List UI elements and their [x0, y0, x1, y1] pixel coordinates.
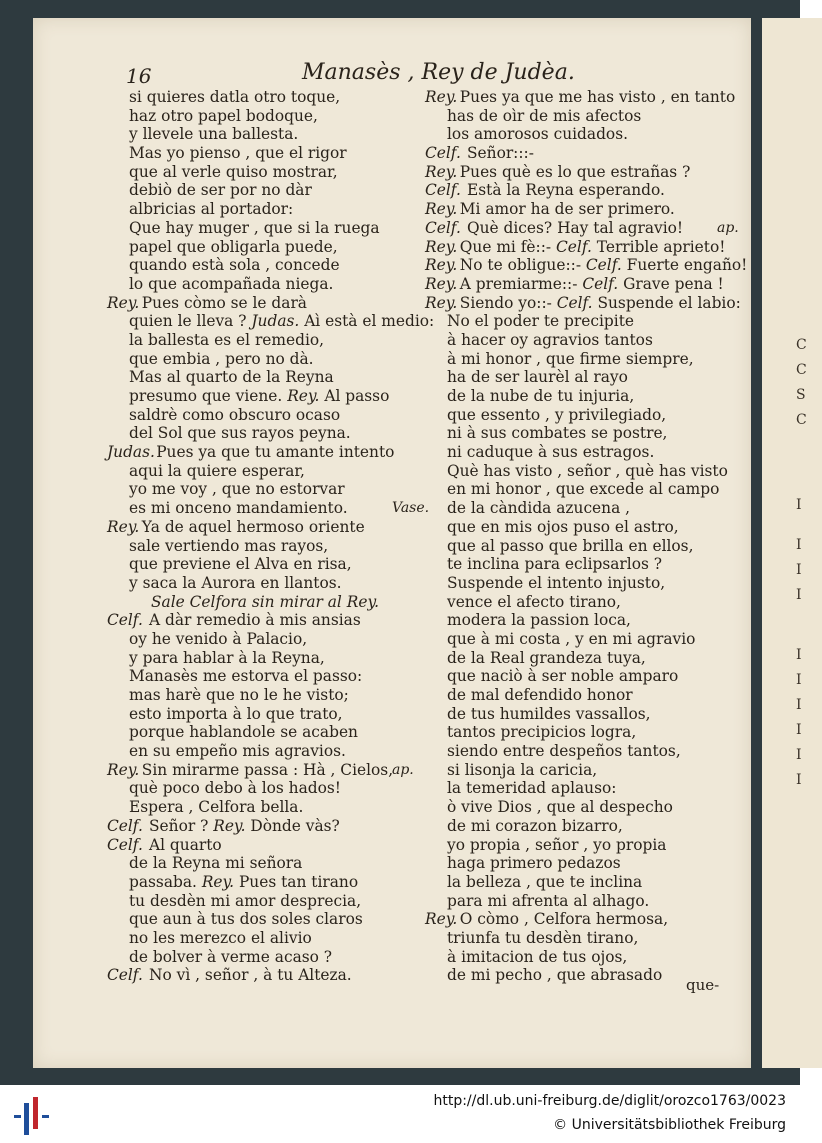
verse-text: mas harè que no le he visto; — [129, 686, 349, 704]
running-title: Manasès , Rey de Judèa. — [302, 60, 575, 85]
verse-line — [107, 200, 427, 219]
verse-text: saldrè como obscuro ocaso — [129, 405, 341, 424]
verse-line — [107, 107, 427, 126]
verse-line — [425, 144, 745, 163]
verse-text: passaba. Rey. Pues tan tirano — [129, 872, 359, 891]
speaker-label: Rey. — [425, 293, 458, 312]
verse-line — [425, 854, 745, 873]
verse-line — [425, 873, 745, 892]
verse-line — [107, 723, 427, 742]
speaker-label: Celf. — [425, 181, 461, 200]
speaker-label: Rey. — [107, 760, 140, 779]
speaker-label: Rey. — [425, 162, 458, 181]
speaker-label: Rey. — [425, 274, 458, 293]
verse-line — [425, 667, 745, 686]
verse-line — [425, 649, 745, 668]
aside-direction: ap. — [717, 219, 739, 236]
verse-text: Que mi fè::- Celf. Terrible aprieto! — [459, 237, 726, 256]
verse-line — [107, 518, 427, 537]
verse-text: No el poder te precipite — [447, 312, 634, 331]
verse-text: es mi onceno mandamiento. — [129, 499, 348, 518]
verse-text: del Sol que sus rayos peyna. — [129, 424, 351, 443]
verse-text: que al verle quiso mostrar, — [129, 162, 338, 181]
verse-text: debiò de ser por no dàr — [129, 181, 312, 200]
next-page-edge — [762, 18, 822, 1068]
verse-line — [107, 462, 427, 481]
next-page-letter: I — [796, 722, 802, 738]
next-page-letter: I — [796, 672, 802, 688]
verse-text: què poco debo à los hados! — [129, 779, 341, 798]
inline-speaker-label: Rey. — [201, 872, 239, 891]
verse-line — [107, 705, 427, 724]
verse-text: que previene el Alva en risa, — [129, 555, 352, 574]
verse-text: si quieres datla otro toque, — [129, 88, 341, 106]
verse-text: à mi honor , que firme siempre, — [447, 349, 694, 368]
verse-text: A premiarme::- Celf. Grave pena ! — [459, 274, 724, 293]
verse-line — [107, 312, 435, 331]
verse-line — [107, 761, 427, 780]
verse-line — [107, 443, 427, 462]
verse-text: la ballesta es el remedio, — [129, 330, 325, 349]
verse-text: Què dices? Hay tal agravio! — [467, 218, 684, 237]
verse-text: no les merezco el alivio — [129, 928, 312, 947]
verse-text: ha de ser laurèl al rayo — [447, 368, 628, 387]
verse-line — [425, 275, 745, 294]
verse-line — [425, 630, 745, 649]
page-number: 16 — [126, 64, 152, 88]
verse-text: Està la Reyna esperando. — [467, 181, 665, 200]
verse-text: Manasès me estorva el passo: — [129, 667, 363, 686]
verse-line — [425, 200, 745, 219]
verse-text: de la Real grandeza tuya, — [447, 648, 646, 667]
verse-text: has de oìr de mis afectos — [447, 106, 642, 125]
verse-line — [107, 873, 427, 892]
verse-text: en mi honor , que excede al campo — [447, 480, 720, 499]
verse-text: papel que obligarla puede, — [129, 237, 338, 256]
next-page-letter: I — [796, 697, 802, 713]
verse-text: Pues què es lo que estrañas ? — [459, 162, 691, 181]
verse-line — [425, 593, 745, 612]
verse-line — [425, 125, 745, 144]
verse-line — [425, 238, 745, 257]
verse-text: que embia , pero no dà. — [129, 349, 314, 368]
speaker-label: Celf. — [107, 611, 143, 630]
verse-line — [425, 443, 745, 462]
verse-line — [107, 836, 427, 855]
verse-text: ni caduque à sus estragos. — [447, 443, 655, 462]
verse-text: Siendo yo::- Celf. Suspende el labio: — [459, 293, 741, 312]
verse-line — [107, 649, 427, 668]
verse-line — [425, 948, 745, 967]
verse-text: siendo entre despeños tantos, — [447, 742, 681, 761]
verse-text: ni à sus combates se postre, — [447, 424, 668, 443]
verse-line — [107, 574, 427, 593]
verse-line — [425, 88, 745, 107]
verse-line — [107, 368, 427, 387]
verse-line — [425, 518, 745, 537]
verse-text: Sin mirarme passa : Hà , Cielos, — [141, 760, 394, 779]
verse-line — [107, 892, 427, 911]
speaker-label: Rey. — [107, 517, 140, 536]
verse-text: porque hablandole se acaben — [129, 723, 358, 742]
verse-line — [107, 88, 427, 107]
verse-line — [107, 779, 427, 798]
speaker-label: Judas. — [107, 443, 155, 462]
footer-url[interactable]: http://dl.ub.uni-freiburg.de/diglit/orozco1763/0023 — [433, 1093, 786, 1109]
verse-line — [107, 910, 427, 929]
verse-text: modera la passion loca, — [447, 611, 631, 630]
aside-direction: Vase. — [392, 500, 430, 517]
verse-text: que en mis ojos puso el astro, — [447, 517, 679, 536]
next-page-letter: I — [796, 537, 802, 553]
speaker-label: Celf. — [425, 144, 461, 163]
verse-line — [107, 667, 427, 686]
verse-text: te inclina para eclipsarlos ? — [447, 555, 663, 574]
verse-line — [107, 499, 430, 518]
verse-text: quando està sola , concede — [129, 256, 340, 275]
verse-line — [107, 817, 427, 836]
verse-line — [107, 256, 427, 275]
verse-line — [107, 798, 427, 817]
verse-text: No te obligue::- Celf. Fuerte engaño! — [459, 256, 748, 275]
verse-line — [107, 275, 427, 294]
next-page-letter: C — [796, 412, 807, 428]
speaker-label: Rey. — [425, 88, 458, 106]
verse-line — [107, 630, 427, 649]
speaker-label: Celf. — [107, 835, 143, 854]
verse-line — [107, 593, 427, 612]
verse-text: yo propia , señor , yo propia — [447, 835, 667, 854]
verse-line — [107, 387, 427, 406]
verse-text: O còmo , Celfora hermosa, — [459, 910, 669, 929]
next-page-letter: C — [796, 337, 807, 353]
verse-text: que al passo que brilla en ellos, — [447, 536, 694, 555]
verse-line — [425, 368, 745, 387]
verse-line — [425, 817, 745, 836]
catchword: que- — [686, 976, 720, 994]
speaker-label: Rey. — [425, 237, 458, 256]
verse-text: de mi corazon bizarro, — [447, 816, 623, 835]
verse-text: la belleza , que te inclina — [447, 872, 643, 891]
library-logo — [14, 1095, 50, 1135]
verse-text: sale vertiendo mas rayos, — [129, 536, 329, 555]
verse-text: y llevele una ballesta. — [129, 125, 299, 144]
verse-line — [425, 574, 745, 593]
speaker-label: Celf. — [425, 218, 461, 237]
verse-line — [425, 555, 745, 574]
verse-text: triunfa tu desdèn tirano, — [447, 928, 639, 947]
verse-text: Pues ya que tu amante intento — [156, 443, 395, 462]
verse-text: y saca la Aurora en llantos. — [129, 573, 342, 592]
verse-line — [425, 779, 745, 798]
verse-line — [107, 948, 427, 967]
speaker-label: Rey. — [107, 293, 140, 312]
verse-text: ò vive Dios , que al despecho — [447, 798, 673, 817]
right-column — [425, 88, 748, 985]
next-page-letter: I — [796, 747, 802, 763]
verse-line — [107, 219, 427, 238]
verse-line — [425, 910, 745, 929]
verse-line — [425, 611, 745, 630]
verse-text: A dàr remedio à mis ansias — [149, 611, 361, 630]
verse-text: que essento , y privilegiado, — [447, 405, 667, 424]
verse-line — [425, 798, 745, 817]
verse-line — [107, 331, 427, 350]
verse-text: para mi afrenta al alhago. — [447, 891, 650, 910]
verse-text: los amorosos cuidados. — [447, 125, 628, 144]
verse-text: en su empeño mis agravios. — [129, 742, 346, 761]
next-page-letter: I — [796, 587, 802, 603]
verse-line — [425, 537, 745, 556]
verse-text: la temeridad aplauso: — [447, 779, 617, 798]
inline-speaker-label: Celf. — [556, 293, 598, 312]
verse-line — [425, 686, 745, 705]
verse-line — [425, 331, 745, 350]
verse-line — [107, 929, 427, 948]
verse-text: que naciò à ser noble amparo — [447, 667, 679, 686]
verse-text: albricias al portador: — [129, 200, 294, 219]
verse-line — [107, 555, 427, 574]
verse-line — [107, 686, 427, 705]
verse-text: Suspende el intento injusto, — [447, 573, 666, 592]
speaker-label: Rey. — [425, 256, 458, 275]
next-page-letter: I — [796, 497, 802, 513]
verse-text: si lisonja la caricia, — [447, 760, 598, 779]
verse-line — [107, 350, 427, 369]
verse-line — [107, 163, 427, 182]
inline-speaker-label: Rey. — [213, 816, 251, 835]
verse-line — [425, 387, 745, 406]
verse-text: Mas yo pienso , que el rigor — [129, 144, 347, 163]
verse-text: de la Reyna mi señora — [129, 854, 303, 873]
verse-line — [425, 892, 745, 911]
verse-text: quien le lleva ? Judas. Aì està el medio: — [129, 312, 435, 331]
verse-line — [107, 144, 427, 163]
verse-text: de tus humildes vassallos, — [447, 704, 651, 723]
verse-text: Señor ? Rey. Dònde vàs? — [149, 816, 340, 835]
verse-text: à hacer oy agravios tantos — [447, 330, 653, 349]
next-page-letter: I — [796, 772, 802, 788]
verse-line — [425, 705, 745, 724]
verse-line — [425, 499, 745, 518]
verse-text: Pues ya que me has visto , en tanto — [459, 88, 736, 106]
left-column — [107, 88, 435, 985]
verse-line — [107, 238, 427, 257]
speaker-label: Celf. — [107, 966, 143, 985]
verse-line — [107, 742, 427, 761]
verse-line — [107, 966, 427, 985]
verse-line — [107, 125, 427, 144]
verse-line — [425, 107, 745, 126]
footer — [0, 1085, 800, 1143]
verse-text: vence el afecto tirano, — [447, 592, 621, 611]
verse-text: que aun à tus dos soles claros — [129, 910, 363, 929]
verse-text: lo que acompañada niega. — [129, 274, 334, 293]
inline-speaker-label: Celf. — [582, 274, 624, 293]
speaker-label: Rey. — [425, 910, 458, 929]
verse-text: tantos precipicios logra, — [447, 723, 637, 742]
inline-speaker-label: Celf. — [556, 237, 597, 256]
verse-line — [425, 219, 745, 238]
verse-line — [425, 406, 745, 425]
verse-line — [425, 929, 745, 948]
verse-text: à imitacion de tus ojos, — [447, 947, 628, 966]
verse-line — [425, 312, 745, 331]
verse-line — [107, 480, 427, 499]
verse-text: de la càndida azucena , — [447, 499, 631, 518]
verse-line — [425, 294, 745, 313]
verse-text: aqui la quiere esperar, — [129, 461, 305, 480]
verse-text: Mi amor ha de ser primero. — [459, 200, 675, 219]
verse-line — [425, 424, 745, 443]
verse-text: oy he venido à Palacio, — [129, 629, 308, 648]
verse-line — [425, 350, 745, 369]
inline-speaker-label: Judas. — [251, 312, 305, 331]
verse-line — [107, 294, 427, 313]
verse-text: de la nube de tu injuria, — [447, 387, 635, 405]
verse-text: haz otro papel bodoque, — [129, 106, 318, 125]
verse-text: Al quarto — [149, 835, 222, 854]
page-header — [92, 58, 692, 88]
verse-text: y para hablar à la Reyna, — [129, 648, 325, 667]
verse-line — [425, 761, 745, 780]
verse-line — [107, 537, 427, 556]
verse-line — [425, 462, 745, 481]
verse-text: Espera , Celfora bella. — [129, 798, 304, 817]
verse-text: de mal defendido honor — [447, 686, 633, 704]
next-page-letter: I — [796, 562, 802, 578]
verse-text: esto importa à lo que trato, — [129, 704, 343, 723]
verse-line — [425, 181, 745, 200]
inline-speaker-label: Celf. — [585, 256, 627, 275]
verse-line — [425, 256, 748, 275]
verse-line — [107, 406, 427, 425]
verse-text: presumo que viene. Rey. Al passo — [129, 387, 390, 405]
next-page-letter: S — [796, 387, 806, 403]
verse-text: Señor:::- — [467, 144, 534, 163]
verse-line — [425, 480, 745, 499]
speaker-label: Celf. — [107, 816, 143, 835]
verse-text: que à mi costa , y en mi agravio — [447, 629, 696, 648]
speaker-label: Rey. — [425, 200, 458, 219]
verse-text: tu desdèn mi amor desprecia, — [129, 891, 362, 910]
next-page-letter: C — [796, 362, 807, 378]
verse-line — [425, 723, 745, 742]
verse-text: Mas al quarto de la Reyna — [129, 368, 334, 387]
verse-text: No vì , señor , à tu Alteza. — [149, 966, 352, 985]
verse-line — [107, 854, 427, 873]
aside-direction: ap. — [392, 761, 414, 778]
verse-line — [107, 424, 427, 443]
verse-text: yo me voy , que no estorvar — [129, 480, 345, 499]
inline-speaker-label: Rey. — [287, 387, 325, 405]
verse-line — [107, 181, 427, 200]
verse-text: Que hay muger , que si la ruega — [129, 218, 380, 237]
verse-line — [107, 611, 427, 630]
next-page-letter: I — [796, 647, 802, 663]
verse-text: Ya de aquel hermoso oriente — [141, 517, 365, 536]
verse-line — [425, 836, 745, 855]
verse-line — [425, 163, 745, 182]
footer-copyright: © Universitätsbibliothek Freiburg — [553, 1117, 786, 1133]
verse-text: de bolver à verme acaso ? — [129, 947, 333, 966]
stage-direction: Sale Celfora sin mirar al Rey. — [151, 592, 379, 611]
verse-text: Què has visto , señor , què has visto — [447, 461, 728, 480]
verse-text: de mi pecho , que abrasado — [447, 966, 663, 985]
verse-text: haga primero pedazos — [447, 854, 621, 873]
verse-text: Pues còmo se le darà — [141, 293, 307, 312]
verse-line — [425, 742, 745, 761]
